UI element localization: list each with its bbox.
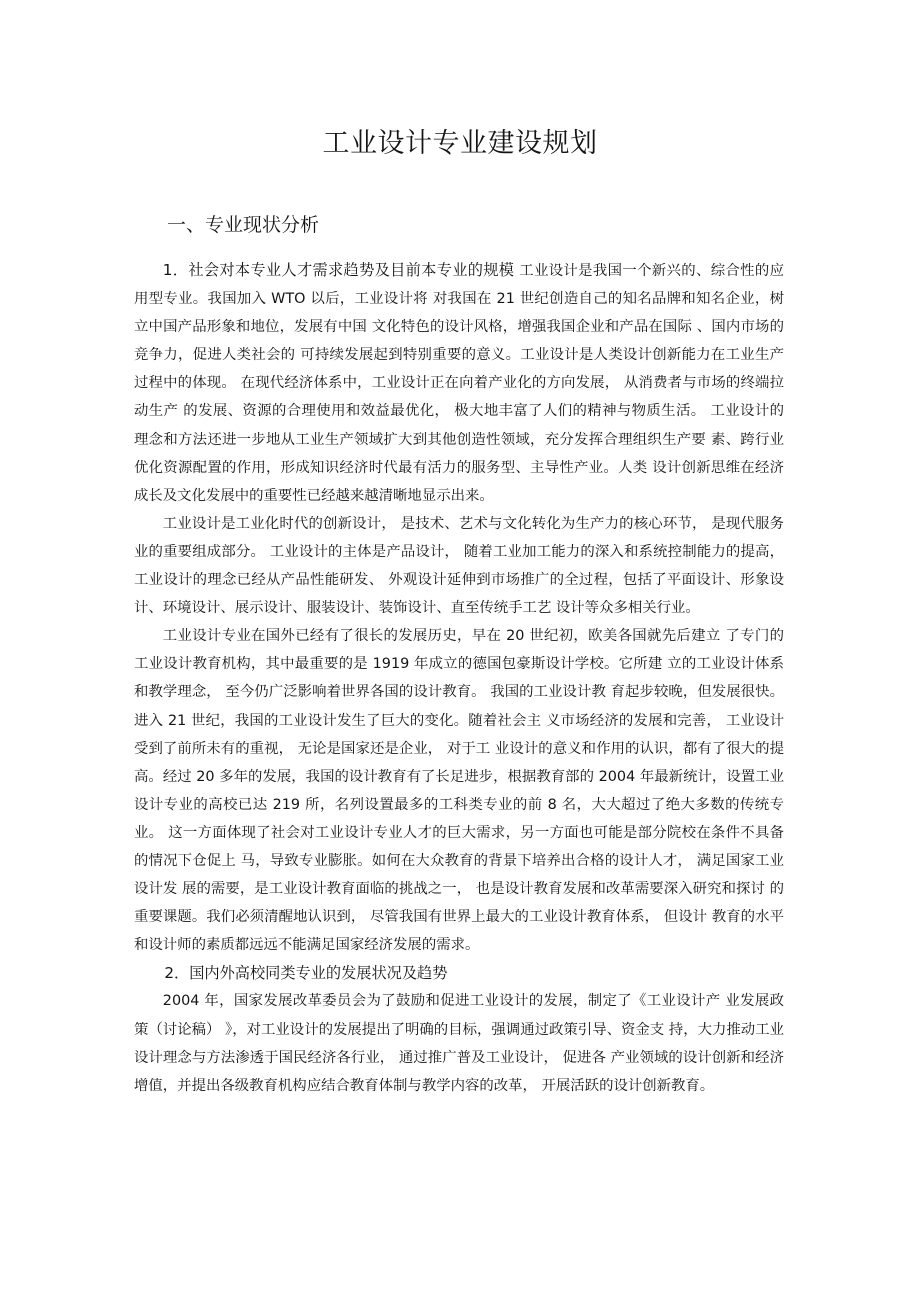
subsection-heading-1: 1．社会对本专业人才需求趋势及目前本专业的规模: [162, 261, 515, 279]
paragraph-1-text: 工业设计是我国一个新兴的、综合性的应用型专业。我国加入 WTO 以后，工业设计将 对我国在 21 世纪创造自己的知名品牌和知名企业，树立中国产品形象和地位，发展有中国 文化特色的设计风格，增强我国企业和产品在国际 、国内市场的竞争力，促进人类社会的 可持续发展起到特别重要的意义。工业设计是人类设计创新能力在工业生产过程中的体现。 在现代经济体系中，工业设计正在向着产业化的方向发展， 从消费者与市场的终端拉动生产 的发展、资源的合理使用和效益最优化， 极大地丰富了人们的精神与物质生活。 工业设计的 理念和方法还进一步地从工业生产领域扩大到其他创造性领域，充分发挥合理组织生产要 素、跨行业优化资源配置的作用，形成知识经济时代最有活力的服务型、主导性产业。人类 设计创新思维在经济成长及文化发展中的重要性已经越来越清晰地显示出来。: [134, 263, 784, 504]
subsection-heading-2: 2．国内外高校同类专业的发展状况及趋势: [164, 964, 448, 983]
paragraph-3: 工业设计专业在国外已经有了很长的发展历史，早在 20 世纪初，欧美各国就先后建立 了专门的工业设计教育机构，其中最重要的是 1919 年成立的德国包豪斯设计学校。它所建 立的工业设计体系和教学理念， 至今仍广泛影响着世界各国的设计教育。 我国的工业设计教 育起步较晚，但发展很快。进入 21 世纪，我国的工业设计发生了巨大的变化。随着社会主 义市场经济的发展和完善， 工业设计受到了前所未有的重视， 无论是国家还是企业， 对于工 业设计的意义和作用的认识，都有了很大的提高。经过 20 多年的发展，我国的设计教育有了长足进步，根据教育部的 2004 年最新统计，设置工业设计专业的高校已达 219 所，名列设置最多的工科类专业的前 8 名，大大超过了绝大多数的传统专业。 这一方面体现了社会对工业设计专业人才的巨大需求，另一方面也可能是部分院校在条件不具备的情况下仓促上 马，导致专业膨胀。如何在大众教育的背景下培养出合格的设计人才， 满足国家工业设计发 展的需要，是工业设计教育面临的挑战之一， 也是设计教育发展和改革需要深入研究和探讨 的重要课题。我们必须清醒地认识到， 尽管我国有世界上最大的工业设计教育体系， 但设计 教育的水平和设计师的素质都远远不能满足国家经济发展的需求。: [134, 628, 784, 954]
document-body: [134, 256, 784, 1100]
document-title: 工业设计专业建设规划: [322, 128, 598, 159]
paragraph-4: 2004 年，国家发展改革委员会为了鼓励和促进工业设计的发展，制定了《工业设计产 业发展政策（讨论稿） 》，对工业设计的发展提出了明确的目标，强调通过政策引导、资金支 持，大力推动工业设计理念与方法渗透于国民经济各行业， 通过推广普及工业设计， 促进各 产业领域的设计创新和经济增值，并提出各级教育机构应结合教育体制与教学内容的改革， 开展活跃的设计创新教育。: [134, 993, 784, 1094]
paragraph-2: 工业设计是工业化时代的创新设计， 是技术、艺术与文化转化为生产力的核心环节， 是现代服务业的重要组成部分。 工业设计的主体是产品设计， 随着工业加工能力的深入和系统控制能力的提高，工业设计的理念已经从产品性能研发、 外观设计延伸到市场推广的全过程，包括了平面设计、形象设计、环境设计、展示设计、服装设计、装饰设计、直至传统手工艺 设计等众多相关行业。: [134, 515, 784, 617]
paragraph-1: [134, 256, 784, 510]
section-heading-status-analysis: 一、专业现状分析: [167, 214, 320, 236]
